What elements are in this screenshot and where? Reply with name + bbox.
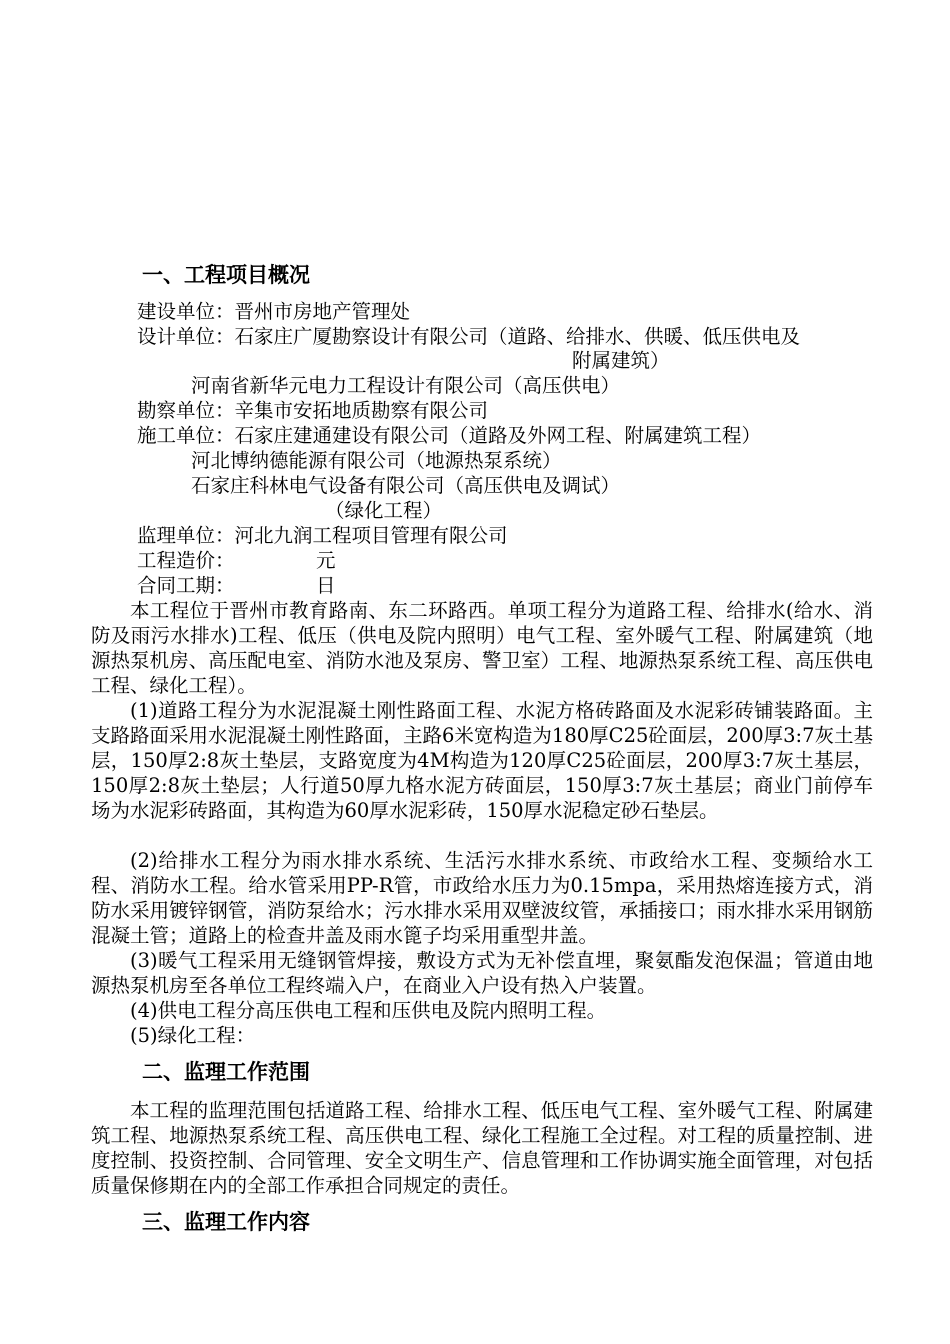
- cost-unit: 元: [316, 549, 336, 572]
- overview-paragraph: 本工程位于晋州市教育路南、东二环路西。单项工程分为道路工程、给排水(给水、消防及雨污水排水)工程、低压（供电及院内照明）电气工程、室外暖气工程、附属建筑（地源热泵机房、高压配电室、消防水池及泵房、警卫室）工程、地源热泵系统工程、高压供电工程、绿化工程）。: [91, 599, 873, 698]
- section2-heading: 二、监理工作范围: [142, 1060, 310, 1084]
- heating-paragraph: (3)暖气工程采用无缝钢管焊接，敷设方式为无补偿直埋，聚氨酯发泡保温；管道由地源热泵机房至各单位工程终端入户，在商业入户设有热入户装置。: [91, 949, 873, 998]
- period-label: 合同工期：: [137, 574, 235, 597]
- contractor-line-1: 施工单位：石家庄建通建设有限公司（道路及外网工程、附属建筑工程）: [137, 424, 762, 447]
- designer-line-1-cont: 附属建筑）: [572, 349, 670, 372]
- designer-line-1: 设计单位：石家庄广厦勘察设计有限公司（道路、给排水、供暖、低压供电及: [137, 325, 801, 348]
- scope-paragraph: 本工程的监理范围包括道路工程、给排水工程、低压电气工程、室外暖气工程、附属建筑工程、地源热泵系统工程、高压供电工程、绿化工程施工全过程。对工程的质量控制、进度控制、投资控制、合同管理、安全文明生产、信息管理和工作协调实施全面管理，对包括质量保修期在内的全部工作承担合同规定的责任。: [91, 1099, 873, 1198]
- cost-label: 工程造价：: [137, 549, 235, 572]
- greening-paragraph: (5)绿化工程：: [130, 1024, 256, 1047]
- water-paragraph: (2)给排水工程分为雨水排水系统、生活污水排水系统、市政给水工程、变频给水工程、消防水工程。给水管采用PP-R管，市政给水压力为0.15mpa，采用热熔连接方式，消防水采用镀锌钢管，消防泵给水；污水排水采用双壁波纹管，承插接口；雨水排水采用钢筋混凝土管；道路上的检查井盖及雨水篦子均采用重型井盖。: [91, 849, 873, 948]
- power-paragraph: (4)供电工程分高压供电工程和压供电及院内照明工程。: [130, 999, 607, 1022]
- road-paragraph: (1)道路工程分为水泥混凝土刚性路面工程、水泥方格砖路面及水泥彩砖铺装路面。主支路路面采用水泥混凝土刚性路面，主路6米宽构造为180厚C25砼面层，200厚3:7灰土基层，150厚2:8灰土垫层，支路宽度为4M构造为120厚C25砼面层，200厚3:7灰土基层，150厚2:8灰土垫层；人行道50厚九格水泥方砖面层，150厚3:7灰土基层；商业门前停车场为水泥彩砖路面，其构造为60厚水泥彩砖，150厚水泥稳定砂石垫层。: [91, 699, 873, 823]
- surveyor-line: 勘察单位：辛集市安拓地质勘察有限公司: [137, 399, 489, 422]
- supervisor-line: 监理单位：河北九润工程项目管理有限公司: [137, 524, 508, 547]
- designer-line-2: 河南省新华元电力工程设计有限公司（高压供电）: [191, 374, 621, 397]
- section1-heading: 一、工程项目概况: [142, 263, 310, 287]
- contractor-line-2: 河北博纳德能源有限公司（地源热泵系统）: [191, 449, 562, 472]
- contractor-line-4: （绿化工程）: [325, 499, 443, 522]
- contractor-line-3: 石家庄科林电气设备有限公司（高压供电及调试）: [191, 474, 621, 497]
- section3-heading: 三、监理工作内容: [142, 1210, 310, 1234]
- client-line: 建设单位：晋州市房地产管理处: [137, 300, 411, 323]
- period-unit: 日: [316, 574, 336, 597]
